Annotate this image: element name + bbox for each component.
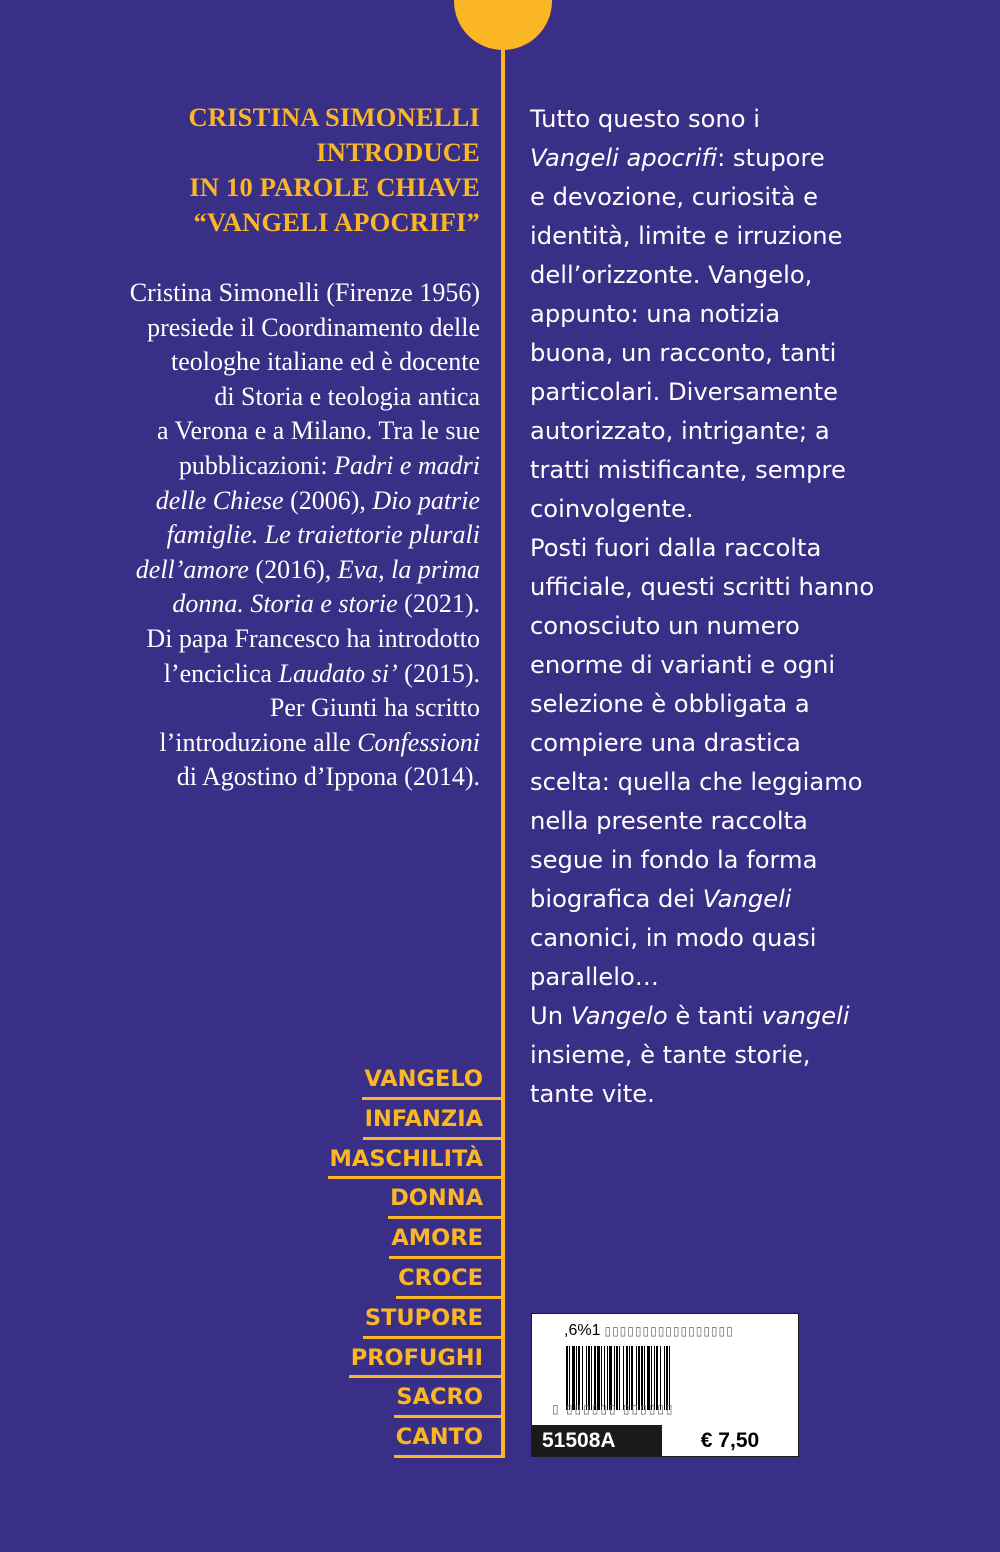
author-heading <box>60 100 480 240</box>
keyword-item <box>328 1299 505 1339</box>
bio-book-title: dell’amore <box>135 554 249 584</box>
bio-line: di Storia e teologia antica <box>214 381 480 411</box>
barcode-gap <box>670 1346 672 1410</box>
blurb-text: : stupore <box>717 144 825 172</box>
blurb-emphasis: Vangeli <box>702 885 792 913</box>
bio-book-title: Laudato si’ <box>278 658 398 688</box>
keyword-label: STUPORE <box>363 1299 505 1339</box>
blurb-line <box>530 997 950 1036</box>
blurb-line: ufficiale, questi scritti hanno <box>530 573 875 601</box>
heading-line: IN 10 PAROLE CHIAVE <box>189 172 480 202</box>
bio-text: l’introduzione alle <box>159 727 358 757</box>
book-blurb <box>530 100 950 1114</box>
bio-text: (2015). <box>397 658 480 688</box>
blurb-line: insieme, è tante storie, <box>530 1041 811 1069</box>
keyword-label: SACRO <box>394 1378 505 1418</box>
keyword-label: PROFUGHI <box>349 1339 505 1379</box>
keyword-item <box>328 1140 505 1180</box>
product-code: 51508A <box>532 1425 660 1456</box>
keyword-item <box>328 1378 505 1418</box>
keyword-item <box>328 1339 505 1379</box>
bio-line: presiede il Coordinamento delle <box>147 312 480 342</box>
blurb-line: coinvolgente. <box>530 495 694 523</box>
bio-line <box>40 587 480 622</box>
blurb-line: appunto: una notizia <box>530 300 781 328</box>
bio-book-title: donna. Storia e storie <box>172 589 398 619</box>
bio-book-title: Eva, la prima <box>337 554 480 584</box>
blurb-text: Un <box>530 1002 571 1030</box>
blurb-line: Posti fuori dalla raccolta <box>530 534 822 562</box>
blurb-line: compiere una drastica <box>530 729 801 757</box>
blurb-line: buona, un racconto, tanti <box>530 339 837 367</box>
blurb-line: nella presente raccolta <box>530 807 808 835</box>
blurb-line: autorizzato, intrigante; a <box>530 417 830 445</box>
bio-text: (2016), <box>248 554 338 584</box>
blurb-emphasis: Vangeli apocrifi <box>530 144 718 172</box>
isbn-digits-placeholder: ▯▯▯▯▯▯▯▯▯▯▯▯▯▯▯▯▯ <box>604 1324 734 1338</box>
bio-line: di Agostino d’Ippona (2014). <box>176 762 480 792</box>
bio-line <box>40 553 480 588</box>
bio-line: Per Giunti ha scritto <box>269 693 480 723</box>
keyword-label: CROCE <box>396 1259 505 1299</box>
blurb-line: segue in fondo la forma <box>530 846 818 874</box>
keyword-item <box>328 1219 505 1259</box>
blurb-line: e devozione, curiosità e <box>530 183 819 211</box>
bio-line <box>40 484 480 519</box>
keyword-label: DONNA <box>388 1179 505 1219</box>
heading-line: INTRODUCE <box>316 137 480 167</box>
heading-line: CRISTINA SIMONELLI <box>188 102 480 132</box>
blurb-text: è tanti <box>667 1002 762 1030</box>
bio-text: (2021). <box>397 589 480 619</box>
price: € 7,50 <box>660 1425 798 1456</box>
bio-book-title: Confessioni <box>357 727 480 757</box>
keyword-label: MASCHILITÀ <box>328 1140 505 1180</box>
bio-line: Cristina Simonelli (Firenze 1956) <box>129 278 480 307</box>
barcode-digits-placeholder: ▯ ▯▯▯▯▯▯ ▯▯▯▯▯▯ <box>552 1402 675 1416</box>
author-biography <box>40 276 480 795</box>
blurb-line: tante vite. <box>530 1080 655 1108</box>
bio-line: Di papa Francesco ha introdotto <box>146 623 480 653</box>
blurb-line: scelta: quella che leggiamo <box>530 768 863 796</box>
blurb-line: identità, limite e irruzione <box>530 222 843 250</box>
keyword-label: CANTO <box>394 1418 505 1458</box>
bio-text: l’enciclica <box>163 658 279 688</box>
blurb-line: tratti mistificante, sempre <box>530 456 846 484</box>
blurb-line <box>530 139 950 178</box>
keyword-item <box>328 1060 505 1100</box>
bio-line <box>40 657 480 692</box>
keyword-item <box>328 1100 505 1140</box>
bio-book-title: Padri e madri <box>334 450 480 480</box>
blurb-emphasis: vangeli <box>761 1002 850 1030</box>
keyword-item <box>328 1179 505 1219</box>
bio-line: a Verona e a Milano. Tra le sue <box>156 416 480 446</box>
isbn-label: ,6%1 <box>564 1322 601 1339</box>
keyword-item <box>328 1418 505 1458</box>
barcode-label <box>531 1313 799 1457</box>
bio-text: (2006), <box>283 485 373 515</box>
bio-book-title: Dio patrie <box>372 485 480 515</box>
keyword-label: AMORE <box>389 1219 505 1259</box>
bio-line <box>40 449 480 484</box>
isbn-line <box>564 1322 734 1340</box>
blurb-line: selezione è obbligata a <box>530 690 810 718</box>
blurb-line: Tutto questo sono i <box>530 105 760 133</box>
bio-book-title: famiglie. Le traiettorie plurali <box>166 520 480 550</box>
keyword-label: VANGELO <box>362 1060 505 1100</box>
bio-line <box>40 518 480 553</box>
keyword-item <box>328 1259 505 1299</box>
bio-line: teologhe italiane ed è docente <box>171 347 480 377</box>
blurb-line: particolari. Diversamente <box>530 378 839 406</box>
blurb-line: enorme di varianti e ogni <box>530 651 836 679</box>
blurb-text: biografica dei <box>530 885 703 913</box>
blurb-line: parallelo… <box>530 963 659 991</box>
barcode-bars <box>566 1346 786 1410</box>
blurb-line: canonici, in modo quasi <box>530 924 817 952</box>
keyword-list <box>328 1060 505 1458</box>
blurb-emphasis: Vangelo <box>570 1002 668 1030</box>
bio-text: pubblicazioni: <box>178 450 335 480</box>
bio-line <box>40 726 480 761</box>
blurb-line: conosciuto un numero <box>530 612 800 640</box>
heading-line: “VANGELI APOCRIFI” <box>193 207 480 237</box>
keyword-label: INFANZIA <box>363 1100 505 1140</box>
bio-book-title: delle Chiese <box>155 485 284 515</box>
blurb-line <box>530 880 950 919</box>
blurb-line: dell’orizzonte. Vangelo, <box>530 261 813 289</box>
